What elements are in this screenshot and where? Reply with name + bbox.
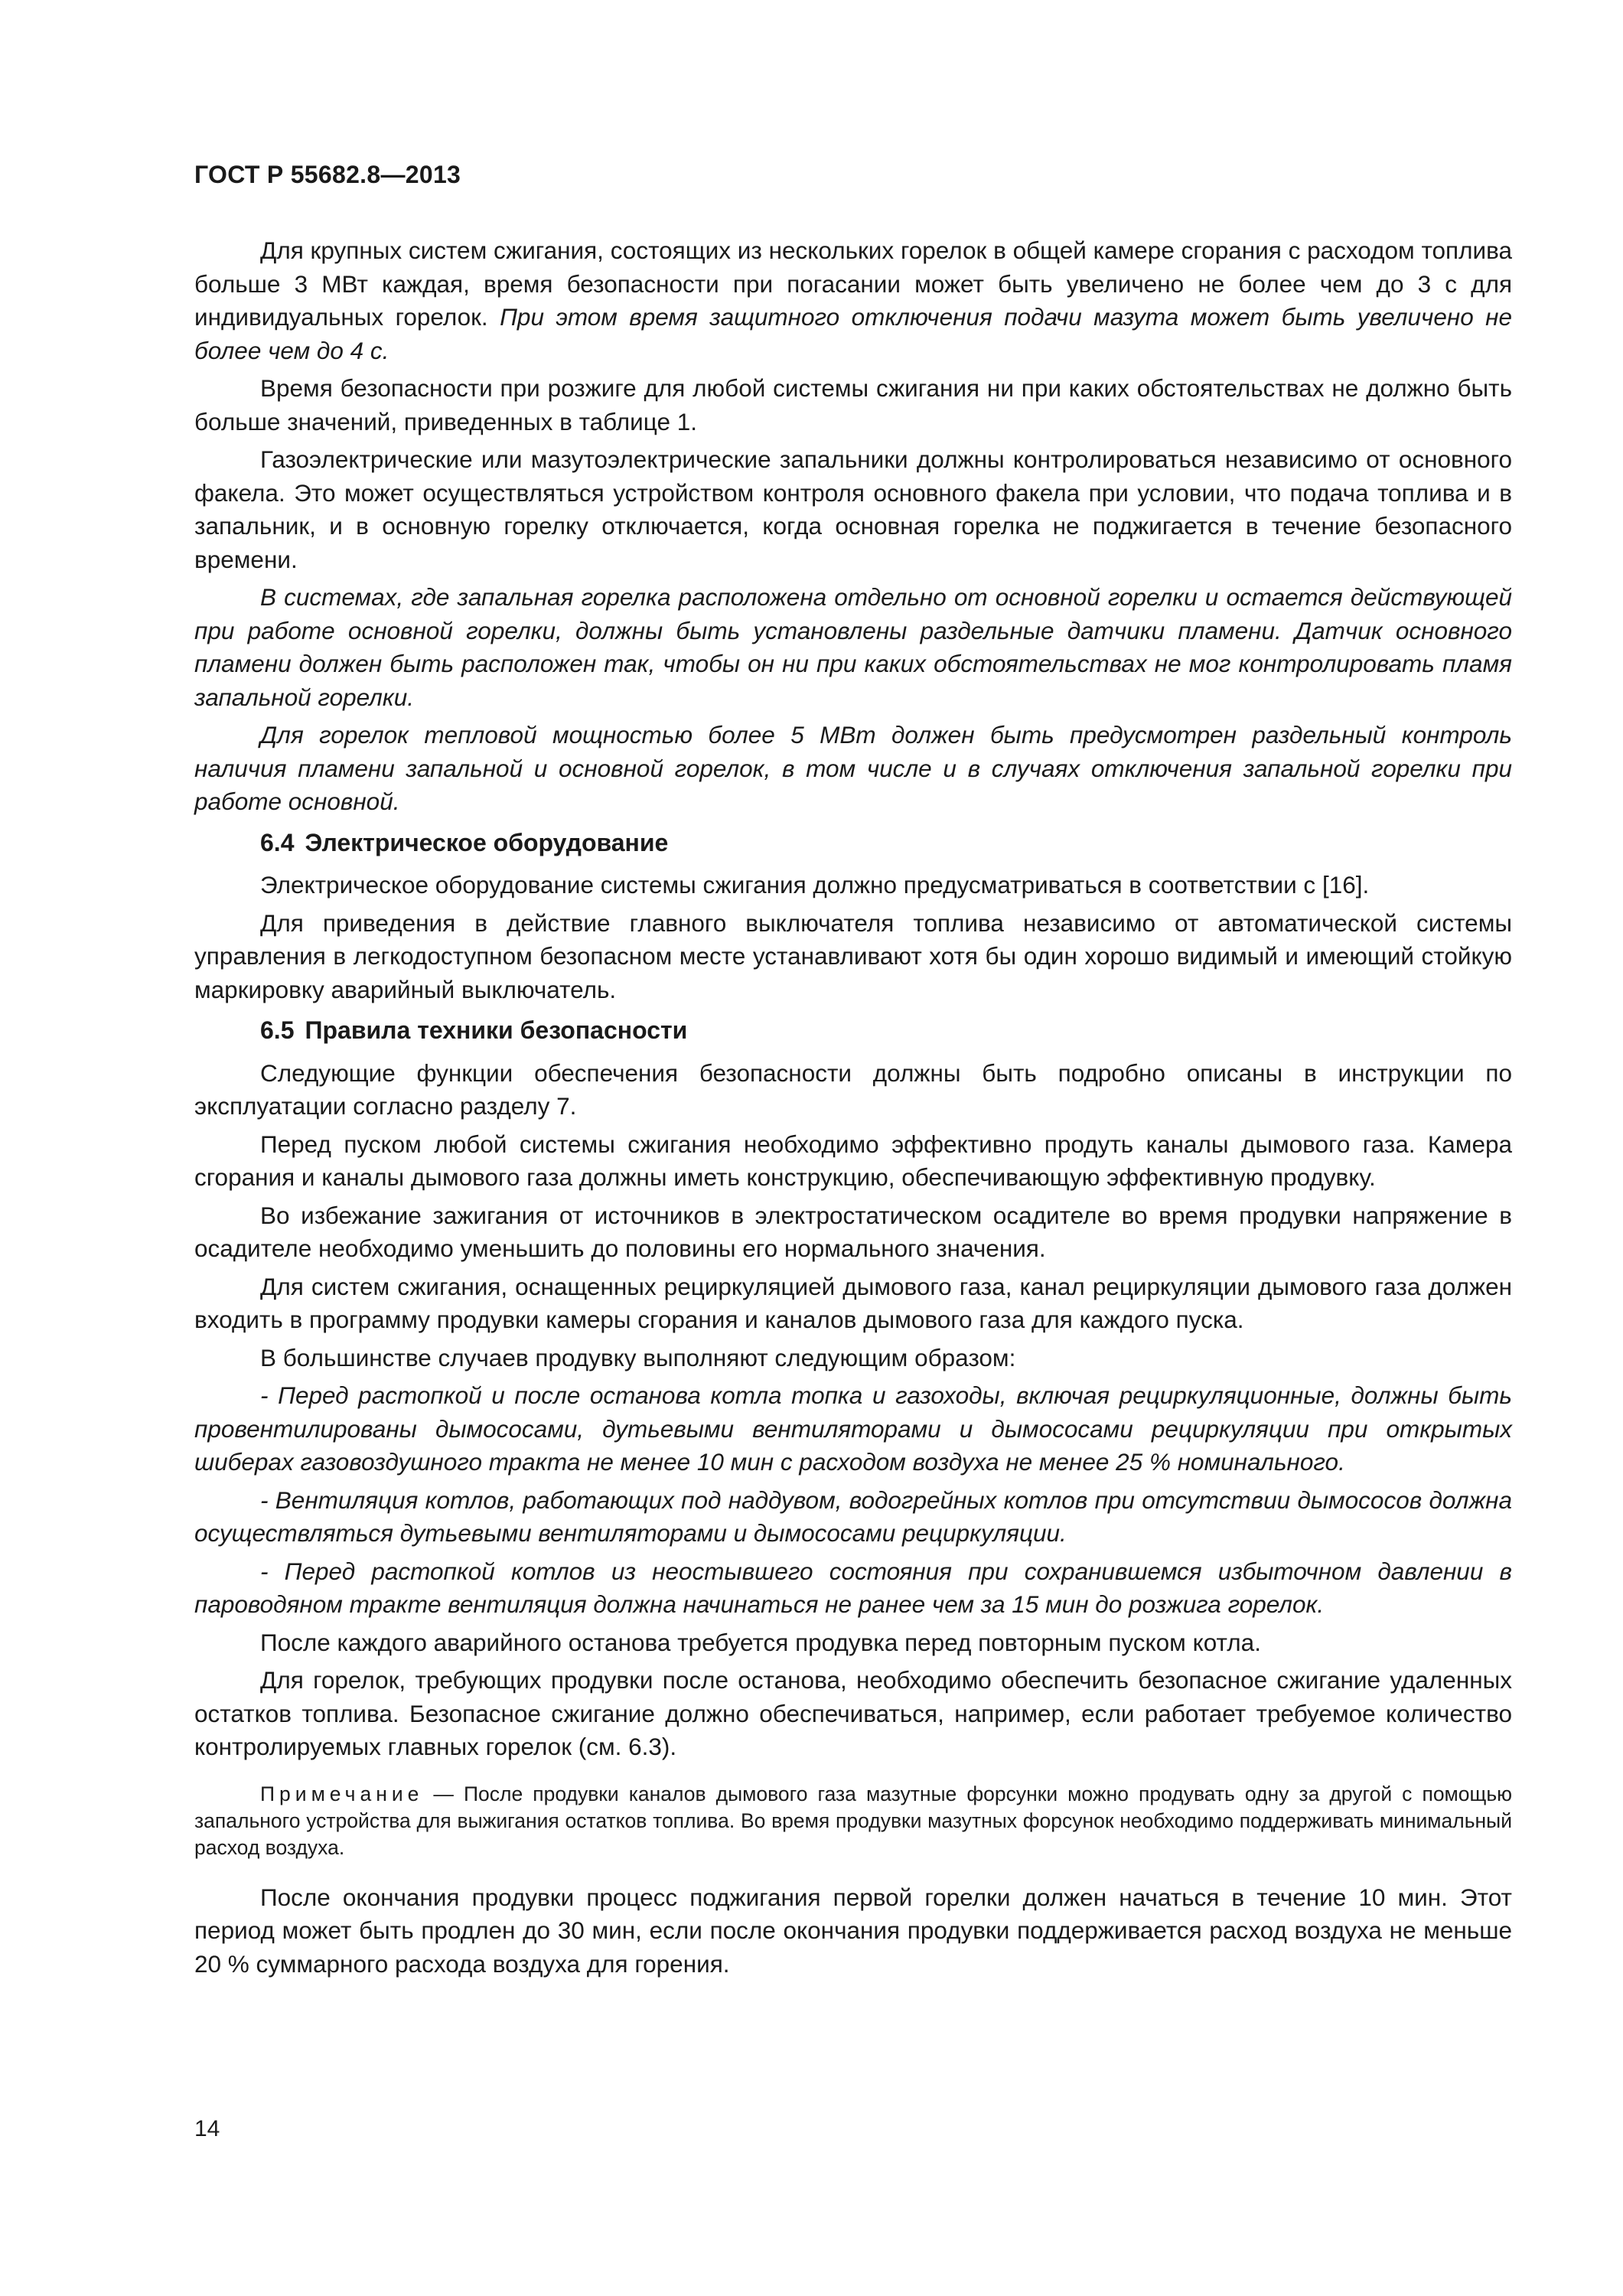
paragraph: Для приведения в действие главного выключателя топлива независимо от автоматической системы управления в легкодоступном безопасном месте устанавливают хотя бы один хорошо видимый и имеющий стойкую маркировку аварийный выключатель. bbox=[194, 908, 1512, 1003]
note bbox=[194, 1781, 1512, 1861]
page-number: 14 bbox=[194, 2116, 220, 2141]
paragraph-italic-text: При этом время защитного отключения подачи мазута может быть увеличено не более чем до 4 с. bbox=[194, 303, 1512, 364]
paragraph: Время безопасности при розжиге для любой системы сжигания ни при каких обстоятельствах не должно быть больше значений, приведенных в таблице 1. bbox=[194, 374, 1512, 435]
paragraph: После каждого аварийного останова требуется продувка перед повторным пуском котла. bbox=[260, 1628, 1261, 1656]
section-title: Правила техники безопасности bbox=[305, 1016, 688, 1044]
list-item: - Перед растопкой и после останова котла топка и газоходы, включая рециркуляционные, должны быть провентилированы дымососами, дутьевыми вентиляторами и дымососами рециркуляции при открытых шиберах газовоздушного тракта не менее 10 мин с расходом воздуха не менее 25 % номинального. bbox=[194, 1381, 1512, 1476]
list-item: - Перед растопкой котлов из неостывшего состояния при сохранившемся избыточном давлении в пароводяном тракте вентиляция должна начинаться не ранее чем за 15 мин до розжига горелок. bbox=[194, 1557, 1512, 1618]
paragraph-italic: В системах, где запальная горелка расположена отдельно от основной горелки и остается действующей при работе основной горелки, должны быть установлены раздельные датчики пламени. Датчик основного пламени должен быть расположен так, чтобы он ни при каких обстоятельствах не мог контролировать пламя запальной горелки. bbox=[194, 583, 1512, 711]
paragraph-text: Для крупных систем сжигания, состоящих из нескольких горелок в общей камере сгорания с расходом топлива больше 3 МВт каждая, время безопасности при погасании может быть увеличено не более чем до 3 с для индивидуальных горелок. bbox=[194, 236, 1512, 331]
section-number: 6.5 bbox=[260, 1016, 295, 1044]
document-body bbox=[194, 234, 1512, 1985]
paragraph: Следующие функции обеспечения безопасности должны быть подробно описаны в инструкции по эксплуатации согласно разделу 7. bbox=[194, 1058, 1512, 1120]
paragraph bbox=[194, 234, 1512, 367]
paragraph-italic: Для горелок тепловой мощностью более 5 МВт должен быть предусмотрен раздельный контроль наличия пламени запальной и основной горелок, в том числе и в случаях отключения запальной горелки при работе основной. bbox=[194, 721, 1512, 815]
section-title: Электрическое оборудование bbox=[305, 828, 669, 856]
paragraph: Перед пуском любой системы сжигания необходимо эффективно продуть каналы дымового газа. Камера сгорания и каналы дымового газа должны иметь конструкцию, обеспечивающую эффективную продувку. bbox=[194, 1130, 1512, 1191]
paragraph: После окончания продувки процесс поджигания первой горелки должен начаться в течение 10 мин. Этот период может быть продлен до 30 мин, если после окончания продувки поддерживается расход воздуха не меньше 20 % суммарного расхода воздуха для горения. bbox=[194, 1883, 1512, 1978]
section-number: 6.4 bbox=[260, 828, 295, 856]
paragraph: Газоэлектрические или мазутоэлектрические запальники должны контролироваться независимо от основного факела. Это может осуществляться устройством контроля основного факела при условии, что подача топлива и в запальник, и в основную горелку отключается, когда основная горелка не поджигается в течение безопасного времени. bbox=[194, 445, 1512, 573]
note-text: — После продувки каналов дымового газа мазутные форсунки можно продувать одну за другой с помощью запального устройства для выжигания остатков топлива. Во время продувки мазутных форсунок необходимо поддерживать минимальный расход воздуха. bbox=[194, 1782, 1512, 1859]
document-header: ГОСТ Р 55682.8—2013 bbox=[194, 161, 461, 188]
note-label: Примечание bbox=[260, 1782, 424, 1805]
section-heading-6-4 bbox=[260, 827, 1512, 860]
list-item: - Вентиляция котлов, работающих под наддувом, водогрейных котлов при отсутствии дымососов должна осуществляться дутьевыми вентиляторами и дымососами рециркуляции. bbox=[194, 1486, 1512, 1547]
paragraph: Во избежание зажигания от источников в электростатическом осадителе во время продувки напряжение в осадителе необходимо уменьшить до половины его нормального значения. bbox=[194, 1201, 1512, 1262]
paragraph: Для горелок, требующих продувки после останова, необходимо обеспечить безопасное сжигание удаленных остатков топлива. Безопасное сжигание должно обеспечиваться, например, если работает требуемое количество контролируемых главных горелок (см. 6.3). bbox=[194, 1666, 1512, 1760]
paragraph: В большинстве случаев продувку выполняют следующим образом: bbox=[260, 1343, 1016, 1371]
section-heading-6-5 bbox=[260, 1014, 1512, 1048]
paragraph: Для систем сжигания, оснащенных рециркуляцией дымового газа, канал рециркуляции дымового газа должен входить в программу продувки камеры сгорания и каналов дымового газа для каждого пуска. bbox=[194, 1272, 1512, 1333]
paragraph: Электрическое оборудование системы сжигания должно предусматриваться в соответствии с [16]. bbox=[260, 871, 1370, 899]
